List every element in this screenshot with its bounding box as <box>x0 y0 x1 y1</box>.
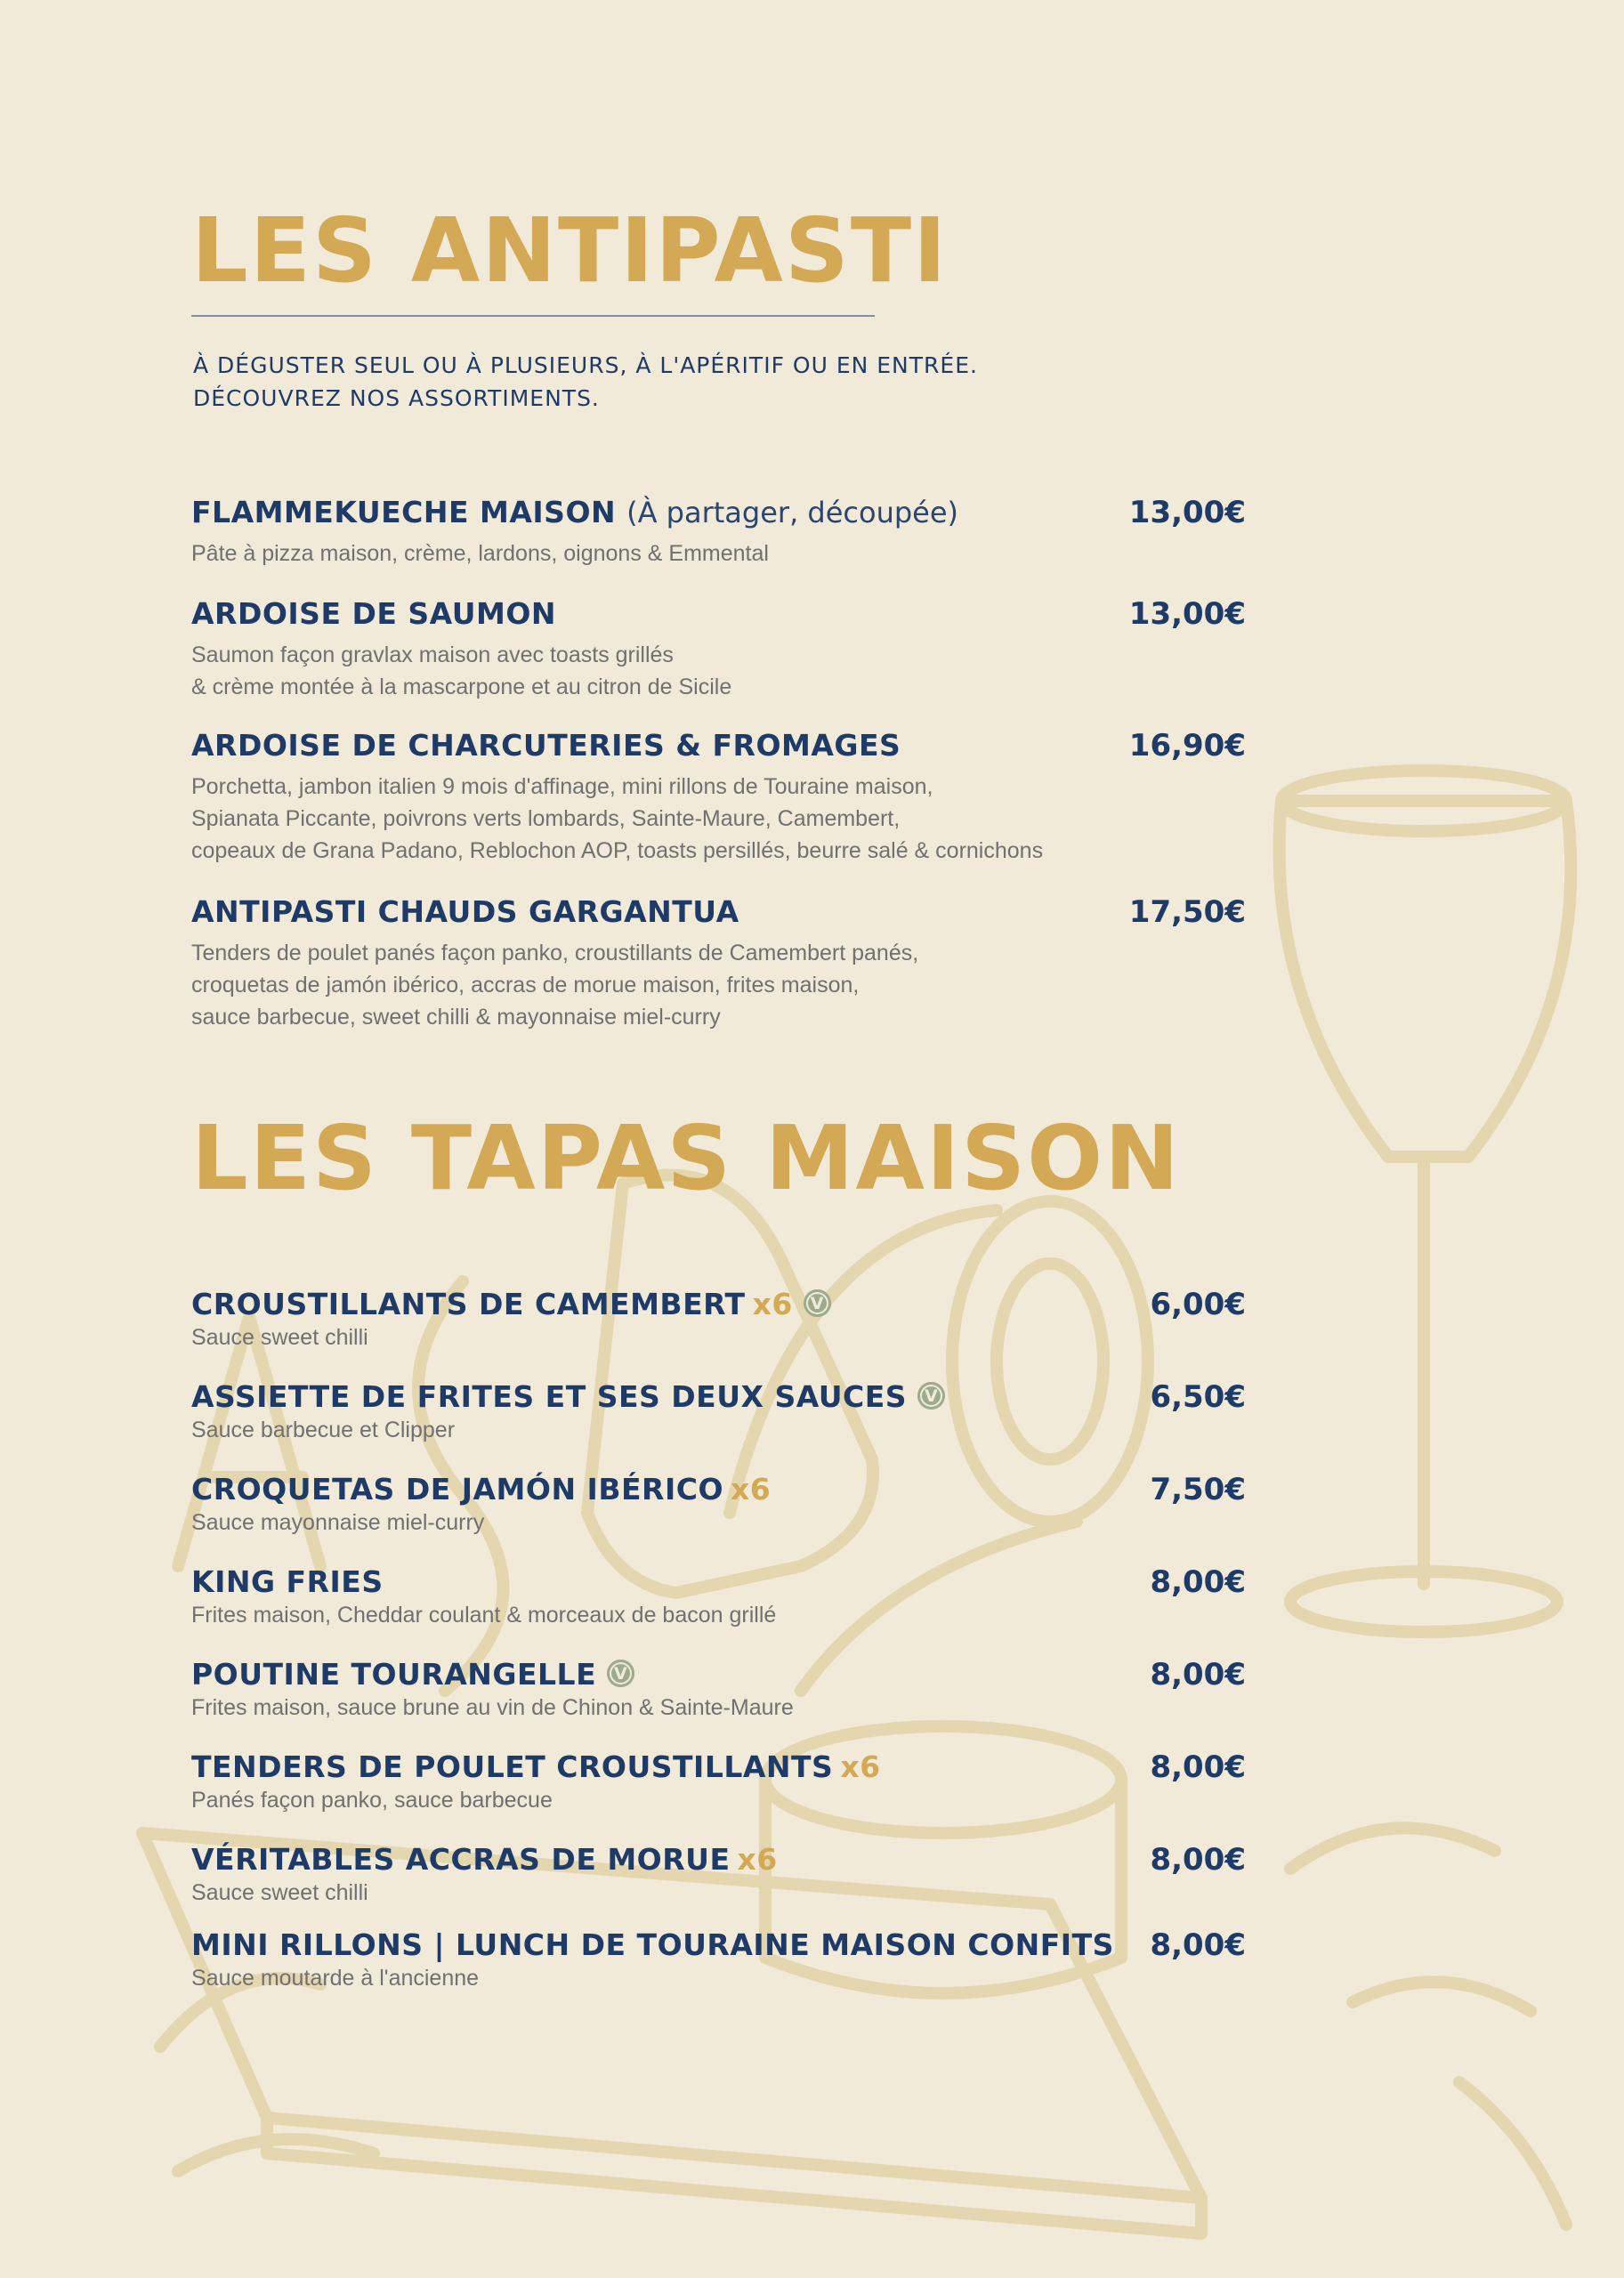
vegetarian-icon: V <box>917 1382 945 1410</box>
item-name: MINI RILLONS | LUNCH DE TOURAINE MAISON CONFITS <box>191 1927 1114 1962</box>
item-description: Frites maison, sauce brune au vin de Chinon & Sainte-Maure <box>191 1695 794 1720</box>
menu-item-ardoise-charcuteries <box>191 728 1246 867</box>
item-price: 13,00€ <box>1128 495 1246 530</box>
vegetarian-icon: V <box>607 1660 634 1687</box>
item-price: 7,50€ <box>1150 1472 1246 1507</box>
menu-item-poutine <box>191 1657 1246 1723</box>
tapas-title: LES TAPAS MAISON <box>191 1106 1181 1210</box>
description-line: Tenders de poulet panés façon panko, croustillants de Camembert panés, <box>191 941 919 965</box>
menu-item-accras <box>191 1842 1246 1908</box>
antipasti-title: LES ANTIPASTI <box>191 198 949 303</box>
item-name: VÉRITABLES ACCRAS DE MORUE <box>191 1842 731 1877</box>
item-name: ANTIPASTI CHAUDS GARGANTUA <box>191 894 739 929</box>
quantity-badge: x6 <box>737 1842 778 1877</box>
item-price: 6,00€ <box>1150 1287 1246 1322</box>
item-name: ARDOISE DE SAUMON <box>191 596 556 631</box>
vegetarian-icon: V <box>804 1289 831 1317</box>
description-line: Saumon façon gravlax maison avec toasts grillés <box>191 642 674 667</box>
intro-line: À DÉGUSTER SEUL OU À PLUSIEURS, À L'APÉRITIF OU EN ENTRÉE. <box>193 352 978 378</box>
item-description <box>191 639 1246 703</box>
item-description: Panés façon panko, sauce barbecue <box>191 1788 553 1813</box>
menu-item-flammekueche <box>191 495 1246 570</box>
menu-item-antipasti-chauds <box>191 894 1246 1033</box>
menu-item-mini-rillons <box>191 1927 1246 1993</box>
item-price: 8,00€ <box>1150 1842 1246 1878</box>
description-line: Spianata Piccante, poivrons verts lombards, Sainte-Maure, Camembert, <box>191 806 901 831</box>
item-price: 16,90€ <box>1128 728 1246 763</box>
item-price: 17,50€ <box>1128 894 1246 930</box>
item-description <box>191 537 1246 570</box>
menu-item-croustillants-camembert <box>191 1287 1246 1353</box>
item-name: TENDERS DE POULET CROUSTILLANTS <box>191 1749 834 1784</box>
item-name: ASSIETTE DE FRITES ET SES DEUX SAUCES <box>191 1379 908 1414</box>
item-price: 6,50€ <box>1150 1379 1246 1415</box>
item-description: Sauce moutarde à l'ancienne <box>191 1966 480 1991</box>
description-line: sauce barbecue, sweet chilli & mayonnaise miel-curry <box>191 1005 721 1030</box>
item-name: POUTINE TOURANGELLE <box>191 1657 597 1692</box>
item-name: CROUSTILLANTS DE CAMEMBERT <box>191 1287 746 1321</box>
item-price: 13,00€ <box>1128 596 1246 632</box>
item-description: Sauce barbecue et Clipper <box>191 1418 456 1442</box>
description-line: copeaux de Grana Padano, Reblochon AOP, toasts persillés, beurre salé & cornichons <box>191 838 1044 863</box>
item-description: Sauce sweet chilli <box>191 1325 368 1350</box>
item-price: 8,00€ <box>1150 1657 1246 1692</box>
intro-line: DÉCOUVREZ NOS ASSORTIMENTS. <box>193 385 600 411</box>
item-name: ARDOISE DE CHARCUTERIES & FROMAGES <box>191 728 901 763</box>
item-name: CROQUETAS DE JAMÓN IBÉRICO <box>191 1472 723 1507</box>
description-line: & crème montée à la mascarpone et au citron de Sicile <box>191 675 732 699</box>
item-description <box>191 771 1246 867</box>
title-divider <box>191 315 875 317</box>
description-line: Pâte à pizza maison, crème, lardons, oignons & Emmental <box>191 541 769 566</box>
description-line: croquetas de jamón ibérico, accras de morue maison, frites maison, <box>191 973 860 998</box>
antipasti-intro <box>193 349 1172 415</box>
menu-item-assiette-frites <box>191 1379 1246 1445</box>
item-description: Sauce sweet chilli <box>191 1880 368 1905</box>
item-name: KING FRIES <box>191 1564 384 1599</box>
menu-item-croquetas <box>191 1472 1246 1538</box>
quantity-badge: x6 <box>731 1472 772 1507</box>
item-description <box>191 937 1246 1033</box>
item-description: Frites maison, Cheddar coulant & morceaux de bacon grillé <box>191 1603 777 1628</box>
menu-item-king-fries <box>191 1564 1246 1630</box>
item-description: Sauce mayonnaise miel-curry <box>191 1510 485 1535</box>
description-line: Porchetta, jambon italien 9 mois d'affinage, mini rillons de Touraine maison, <box>191 774 933 799</box>
quantity-badge: x6 <box>752 1287 793 1321</box>
menu-item-ardoise-saumon <box>191 596 1246 703</box>
menu-item-tenders <box>191 1749 1246 1815</box>
item-price: 8,00€ <box>1150 1564 1246 1600</box>
item-note: (À partager, découpée) <box>626 496 959 529</box>
item-name: FLAMMEKUECHE MAISON <box>191 495 617 529</box>
item-price: 8,00€ <box>1150 1927 1246 1963</box>
quantity-badge: x6 <box>840 1749 881 1784</box>
item-price: 8,00€ <box>1150 1749 1246 1785</box>
